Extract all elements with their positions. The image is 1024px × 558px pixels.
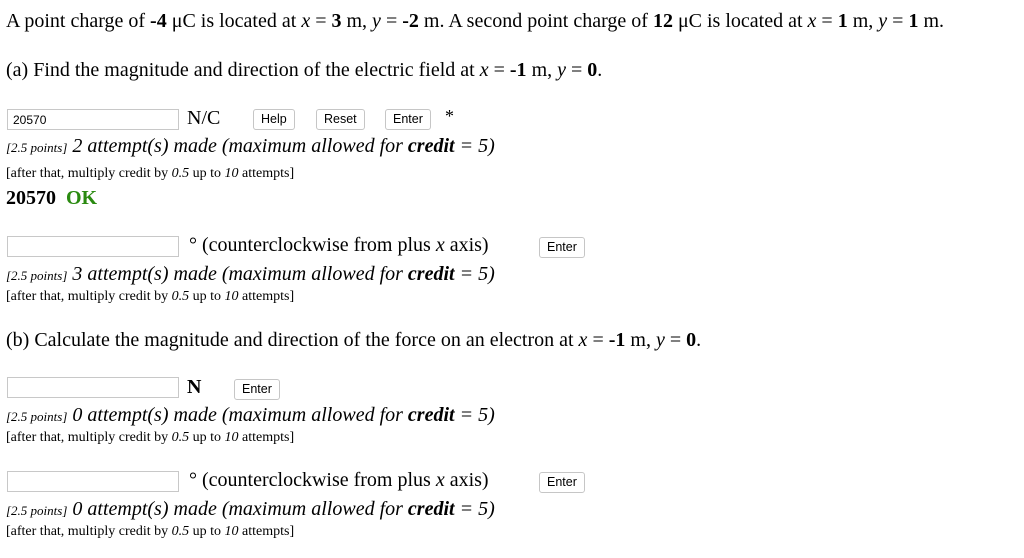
reset-button[interactable]: Reset	[316, 109, 365, 130]
unit-label: N/C	[187, 107, 221, 129]
part-b-question: (b) Calculate the magnitude and direction of the force on an electron at x = -1 m, y = 0.	[6, 329, 702, 351]
direction-unit-label: ° (counterclockwise from plus x axis)	[189, 469, 489, 491]
attempts-info: [2.5 points] 3 attempt(s) made (maximum allowed for credit = 5)	[6, 263, 495, 285]
field-magnitude-input[interactable]: 20570	[7, 109, 179, 130]
part-a-question: (a) Find the magnitude and direction of the electric field at x = -1 m, y = 0.	[6, 59, 603, 81]
credit-note: [after that, multiply credit by 0.5 up to 10 attempts]	[6, 430, 295, 445]
enter-button[interactable]: Enter	[539, 472, 585, 493]
ok-status: OK	[66, 187, 98, 209]
attempts-info: [2.5 points] 2 attempt(s) made (maximum allowed for credit = 5)	[6, 135, 495, 157]
problem-statement: A point charge of -4 μC is located at x = 3 m, y = -2 m. A second point charge of 12 μC is located at x = 1 m, y = 1 m.	[6, 10, 944, 32]
asterisk-marker: *	[445, 106, 454, 126]
attempts-info: [2.5 points] 0 attempt(s) made (maximum allowed for credit = 5)	[6, 498, 495, 520]
answer-feedback: 20570 OK	[6, 187, 98, 209]
enter-button[interactable]: Enter	[234, 379, 280, 400]
unit-label: N	[187, 376, 202, 398]
enter-button[interactable]: Enter	[539, 237, 585, 258]
field-direction-input[interactable]	[7, 236, 179, 257]
credit-note: [after that, multiply credit by 0.5 up to 10 attempts]	[6, 289, 295, 304]
attempts-info: [2.5 points] 0 attempt(s) made (maximum allowed for credit = 5)	[6, 404, 495, 426]
force-direction-input[interactable]	[7, 471, 179, 492]
credit-note: [after that, multiply credit by 0.5 up to 10 attempts]	[6, 166, 295, 181]
direction-unit-label: ° (counterclockwise from plus x axis)	[189, 234, 489, 256]
credit-note: [after that, multiply credit by 0.5 up to 10 attempts]	[6, 524, 295, 539]
help-button[interactable]: Help	[253, 109, 295, 130]
enter-button[interactable]: Enter	[385, 109, 431, 130]
force-magnitude-input[interactable]	[7, 377, 179, 398]
